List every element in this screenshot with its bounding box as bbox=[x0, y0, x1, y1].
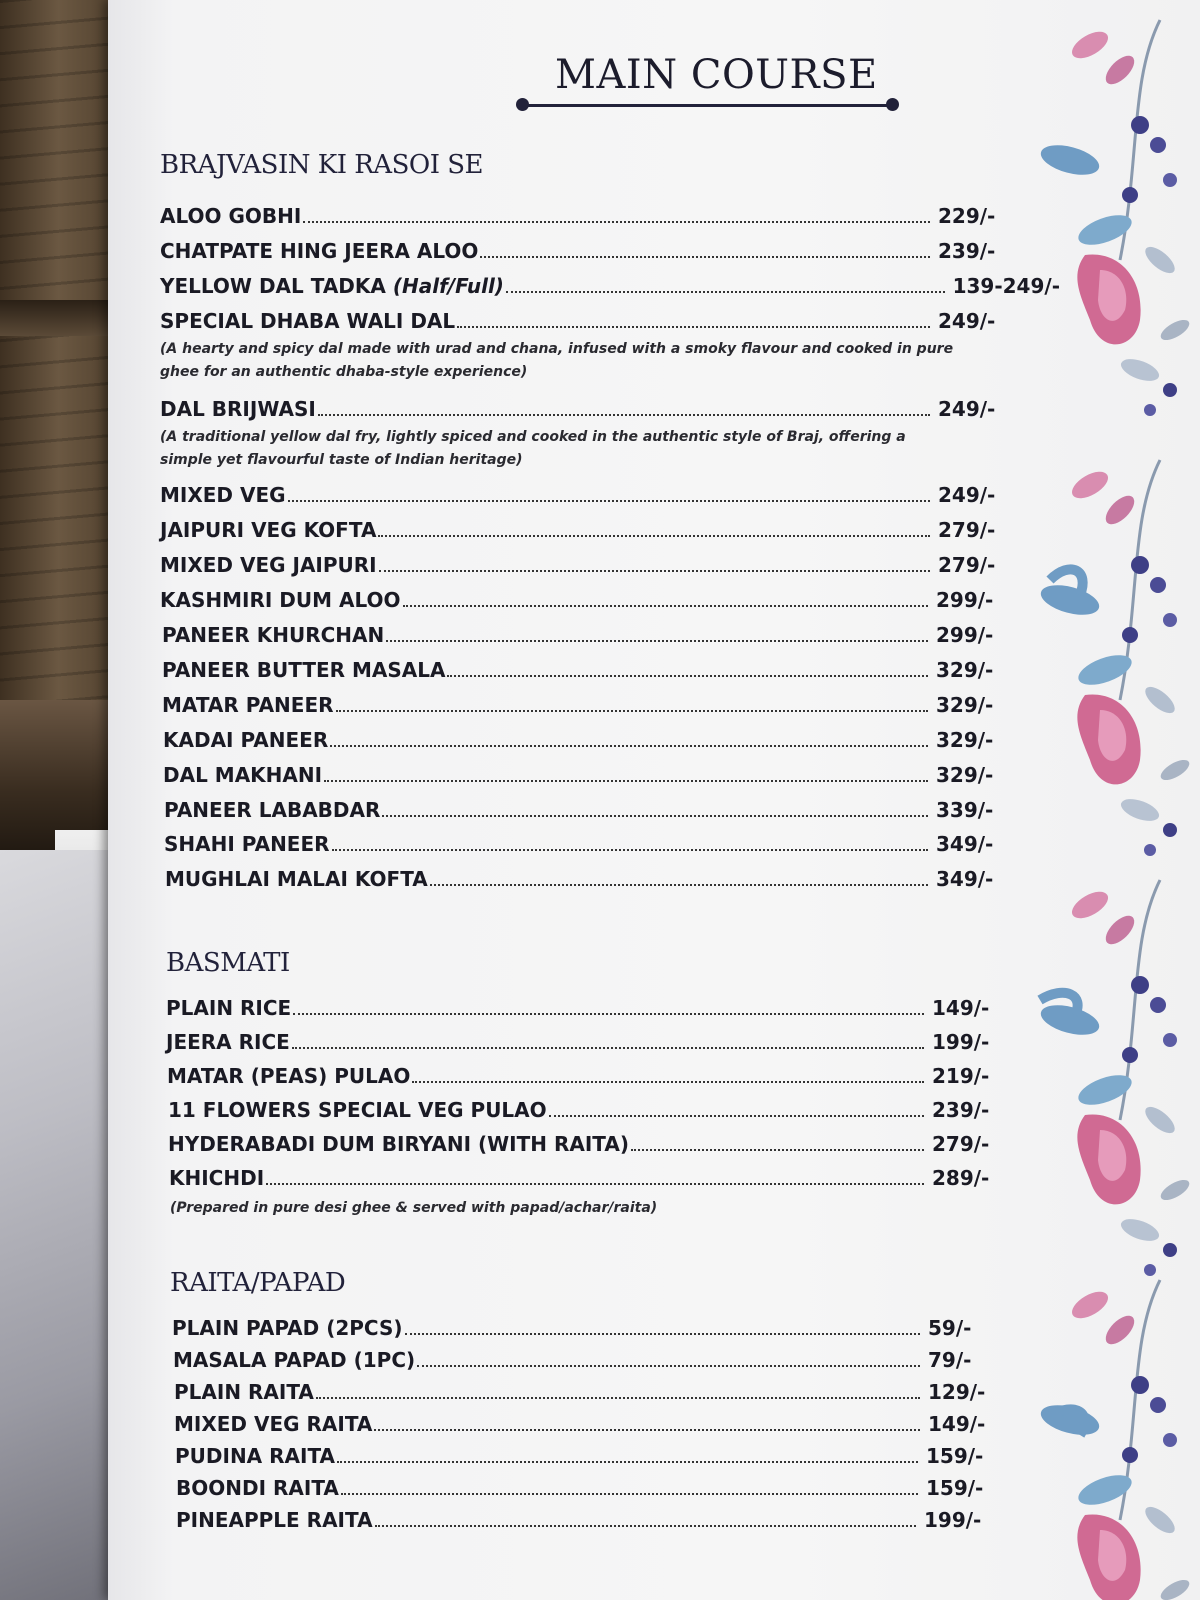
dot-leader bbox=[341, 1493, 918, 1495]
item-price: 159/- bbox=[926, 1476, 984, 1500]
item-name: HYDERABADI DUM BIRYANI (WITH RAITA) bbox=[168, 1132, 629, 1156]
dot-leader bbox=[382, 815, 928, 817]
item-price: 199/- bbox=[924, 1508, 982, 1532]
menu-item bbox=[160, 512, 1030, 542]
item-name: JEERA RICE bbox=[166, 1030, 290, 1054]
dot-leader bbox=[430, 884, 928, 886]
menu-item bbox=[168, 1126, 1024, 1156]
item-price: 279/- bbox=[938, 553, 996, 577]
item-portion-note: (Half/Full) bbox=[392, 274, 504, 298]
item-price: 249/- bbox=[938, 483, 996, 507]
item-price: 229/- bbox=[938, 204, 996, 228]
menu-item bbox=[173, 1342, 1020, 1372]
item-name: PLAIN PAPAD (2PCS) bbox=[172, 1316, 403, 1340]
dot-leader bbox=[379, 570, 930, 572]
menu-item bbox=[163, 757, 1028, 787]
item-price: 279/- bbox=[938, 518, 996, 542]
item-name: PANEER BUTTER MASALA bbox=[162, 658, 446, 682]
item-name: BOONDI RAITA bbox=[176, 1476, 339, 1500]
item-price: 129/- bbox=[928, 1380, 986, 1404]
menu-item bbox=[168, 1092, 1024, 1122]
menu-item bbox=[160, 477, 1030, 507]
item-price: 299/- bbox=[936, 588, 994, 612]
section-heading-raita-papad: RAITA/PAPAD bbox=[170, 1268, 346, 1298]
item-name: SPECIAL DHABA WALI DAL bbox=[160, 309, 456, 333]
section-heading-brajvasin: BRAJVASIN KI RASOI SE bbox=[160, 150, 484, 180]
dot-leader bbox=[318, 414, 930, 416]
item-name: ALOO GOBHI bbox=[160, 204, 302, 228]
dot-leader bbox=[374, 1429, 920, 1431]
menu-item bbox=[175, 1438, 1018, 1468]
menu-item bbox=[160, 198, 1030, 228]
item-name: MATAR PANEER bbox=[162, 693, 334, 717]
menu-item bbox=[160, 391, 1030, 421]
item-name-text: YELLOW DAL TADKA bbox=[160, 274, 386, 298]
item-name: MASALA PAPAD (1PC) bbox=[173, 1348, 416, 1372]
dot-leader bbox=[316, 1397, 920, 1399]
item-price: 239/- bbox=[938, 239, 996, 263]
item-name: PLAIN RICE bbox=[166, 996, 292, 1020]
dot-leader bbox=[549, 1115, 924, 1117]
menu-item bbox=[160, 582, 1028, 612]
item-price: 329/- bbox=[936, 693, 994, 717]
menu-item bbox=[162, 617, 1028, 647]
dot-leader bbox=[631, 1149, 924, 1151]
menu-item bbox=[163, 722, 1028, 752]
item-name: DAL MAKHANI bbox=[163, 763, 323, 787]
item-name: JAIPURI VEG KOFTA bbox=[160, 518, 377, 542]
item-price: 299/- bbox=[936, 623, 994, 647]
dot-leader bbox=[332, 849, 928, 851]
item-price: 249/- bbox=[938, 309, 996, 333]
menu-item bbox=[176, 1502, 1016, 1532]
dot-leader bbox=[324, 780, 928, 782]
item-price: 139-249/- bbox=[952, 274, 1060, 298]
menu-item bbox=[169, 1160, 1024, 1190]
item-name: PANEER KHURCHAN bbox=[162, 623, 385, 647]
menu-item bbox=[172, 1310, 1020, 1340]
item-price: 289/- bbox=[932, 1166, 990, 1190]
menu-item bbox=[174, 1374, 1020, 1404]
item-price: 149/- bbox=[928, 1412, 986, 1436]
item-price: 279/- bbox=[932, 1132, 990, 1156]
item-name: PINEAPPLE RAITA bbox=[176, 1508, 373, 1532]
title-underline-dot-left bbox=[516, 98, 529, 111]
item-name: MIXED VEG bbox=[160, 483, 286, 507]
item-description: (A hearty and spicy dal made with urad and chana, infused with a smoky flavour and cooked in pure ghee for an authentic dhaba-style experience) bbox=[160, 341, 954, 380]
menu-item bbox=[165, 861, 1028, 891]
item-name: SHAHI PANEER bbox=[164, 832, 330, 856]
item-name: MUGHLAI MALAI KOFTA bbox=[165, 867, 428, 891]
item-price: 149/- bbox=[932, 996, 990, 1020]
item-name: 11 FLOWERS SPECIAL VEG PULAO bbox=[168, 1098, 547, 1122]
item-name: DAL BRIJWASI bbox=[160, 397, 316, 421]
item-price: 199/- bbox=[932, 1030, 990, 1054]
dot-leader bbox=[375, 1525, 916, 1527]
dot-leader bbox=[405, 1333, 921, 1335]
dot-leader bbox=[292, 1047, 924, 1049]
menu-item bbox=[160, 233, 1030, 263]
menu-item bbox=[174, 1406, 1020, 1436]
item-price: 159/- bbox=[926, 1444, 984, 1468]
item-name: MIXED VEG RAITA bbox=[174, 1412, 373, 1436]
menu-item bbox=[162, 687, 1028, 717]
item-name: KASHMIRI DUM ALOO bbox=[160, 588, 401, 612]
dot-leader bbox=[403, 605, 929, 607]
dot-leader bbox=[303, 221, 930, 223]
item-price: 249/- bbox=[938, 397, 996, 421]
dot-leader bbox=[412, 1081, 924, 1083]
dot-leader bbox=[336, 710, 928, 712]
title-underline bbox=[520, 104, 898, 107]
dot-leader bbox=[378, 535, 930, 537]
section-heading-basmati: BASMATI bbox=[166, 948, 290, 978]
item-price: 59/- bbox=[928, 1316, 972, 1340]
dot-leader bbox=[330, 745, 928, 747]
item-description: (Prepared in pure desi ghee & served with papad/achar/raita) bbox=[170, 1200, 658, 1216]
floral-border-illustration bbox=[1010, 0, 1200, 1600]
menu-item bbox=[162, 652, 1028, 682]
menu-item bbox=[164, 826, 1028, 856]
menu-item bbox=[164, 792, 1028, 822]
menu-item bbox=[160, 303, 1030, 333]
item-name: PLAIN RAITA bbox=[174, 1380, 314, 1404]
dot-leader bbox=[293, 1013, 924, 1015]
item-price: 329/- bbox=[936, 763, 994, 787]
item-name: PUDINA RAITA bbox=[175, 1444, 336, 1468]
item-price: 329/- bbox=[936, 728, 994, 752]
dot-leader bbox=[480, 256, 930, 258]
dot-leader bbox=[386, 640, 928, 642]
item-name: PANEER LABABDAR bbox=[164, 798, 381, 822]
item-description: (A traditional yellow dal fry, lightly spiced and cooked in the authentic style of Braj, offering a simple yet flavourful taste of Indian heritage) bbox=[160, 429, 906, 468]
dot-leader bbox=[417, 1365, 920, 1367]
dot-leader bbox=[457, 326, 930, 328]
dot-leader bbox=[337, 1461, 918, 1463]
item-name: MATAR (PEAS) PULAO bbox=[167, 1064, 411, 1088]
item-price: 79/- bbox=[928, 1348, 972, 1372]
item-name: KADAI PANEER bbox=[163, 728, 329, 752]
item-name: MIXED VEG JAIPURI bbox=[160, 553, 377, 577]
menu-item bbox=[166, 990, 1024, 1020]
dot-leader bbox=[288, 500, 930, 502]
dot-leader bbox=[266, 1183, 924, 1185]
item-price: 339/- bbox=[936, 798, 994, 822]
item-name bbox=[160, 274, 504, 298]
item-price: 349/- bbox=[936, 832, 994, 856]
menu-item bbox=[160, 268, 1060, 298]
page-title: MAIN COURSE bbox=[555, 52, 878, 98]
item-name: KHICHDI bbox=[169, 1166, 265, 1190]
title-underline-dot-right bbox=[886, 98, 899, 111]
dot-leader bbox=[447, 675, 928, 677]
menu-item bbox=[176, 1470, 1018, 1500]
item-price: 219/- bbox=[932, 1064, 990, 1088]
item-name: CHATPATE HING JEERA ALOO bbox=[160, 239, 479, 263]
dot-leader bbox=[506, 291, 945, 293]
menu-item bbox=[160, 547, 1030, 577]
item-price: 349/- bbox=[936, 867, 994, 891]
menu-item bbox=[167, 1058, 1024, 1088]
item-price: 239/- bbox=[932, 1098, 990, 1122]
menu-item bbox=[166, 1024, 1024, 1054]
item-price: 329/- bbox=[936, 658, 994, 682]
